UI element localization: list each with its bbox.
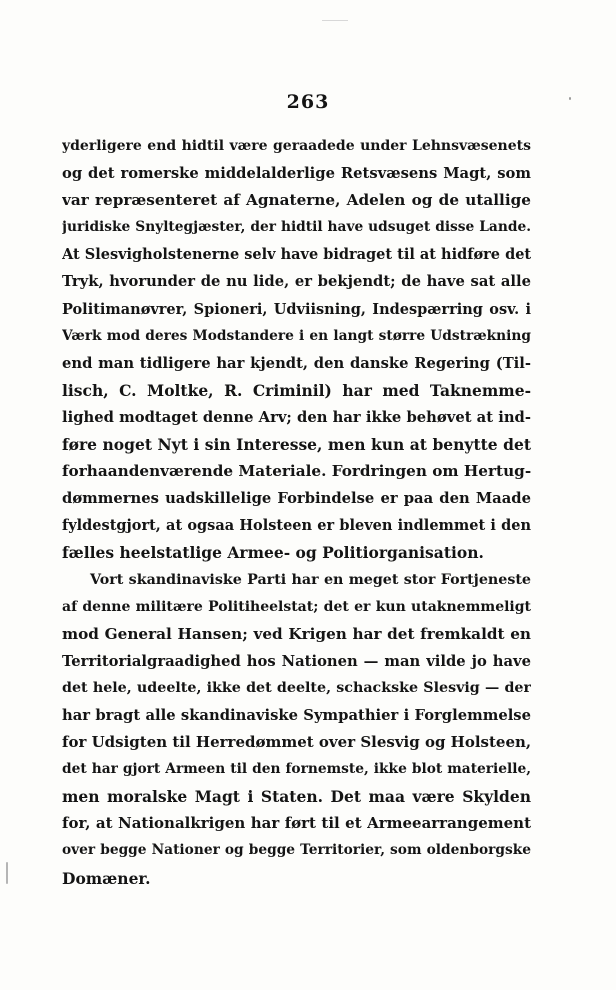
paragraph-start-line: Vort skandinaviske Parti har en meget stor Fortjeneste [90, 571, 531, 588]
text-line: har bragt alle skandinaviske Sympathier i Forglemmelse [62, 706, 531, 724]
text-line: dømmernes uadskillelige Forbindelse er paa den Maade [62, 490, 531, 508]
text-line: Værk mod deres Modstandere i en langt større Udstrækning [62, 327, 531, 344]
paragraph-end-line: Domæner. [62, 868, 151, 888]
text-line: over begge Nationer og begge Territorier, som oldenborgske [62, 842, 531, 859]
body-text [62, 133, 531, 892]
page-number: 263 [286, 91, 330, 113]
text-line: var repræsenteret af Agnaterne, Adelen og de utallige [62, 191, 531, 210]
text-line: for, at Nationalkrigen har ført til et Armeearrangement [62, 814, 531, 833]
text-line: for Udsigten til Herredømmet over Slesvig og Holsteen, [62, 733, 531, 752]
text-line: juridiske Snyltegjæster, der hidtil have udsuget disse Lande. [62, 219, 531, 236]
scan-speck [6, 862, 8, 884]
text-line: mod General Hansen; ved Krigen har det fremkaldt en [62, 624, 531, 643]
scan-speck [569, 97, 571, 100]
text-line: Tryk, hvorunder de nu lide, er bekjendt; de have sat alle [62, 273, 531, 291]
text-line: Politimanøvrer, Spioneri, Udviisning, Indespærring osv. i [62, 300, 531, 318]
text-line: det har gjort Armeen til den fornemste, ikke blot materielle, [62, 761, 531, 778]
text-line: fyldestgjort, at ogsaa Holsteen er bleven indlemmet i den [62, 517, 531, 535]
text-line: At Slesvigholstenerne selv have bidraget til at hidføre det [62, 246, 531, 264]
text-line: det hele, udeelte, ikke det deelte, schackske Slesvig — der [62, 679, 531, 696]
text-line: lisch, C. Moltke, R. Criminil) har med Taknemme- [62, 380, 531, 400]
paragraph-end-line: fælles heelstatlige Armee- og Politiorganisation. [62, 543, 484, 563]
text-line: lighed modtaget denne Arv; den har ikke behøvet at ind- [62, 408, 531, 426]
text-line: men moralske Magt i Staten. Det maa være Skylden [62, 787, 531, 807]
text-line: føre noget Nyt i sin Interesse, men kun at benytte det [62, 435, 531, 455]
text-line: forhaandenværende Materiale. Fordringen om Hertug- [62, 462, 531, 481]
text-line: end man tidligere har kjendt, den danske Regering (Til- [62, 354, 531, 372]
text-line: yderligere end hidtil være geraadede under Lehnsvæsenets [62, 138, 531, 154]
text-line: Territorialgraadighed hos Nationen — man vilde jo have [62, 652, 531, 670]
scan-speck [322, 20, 348, 21]
text-line: af denne militære Politiheelstat; det er kun utaknemmeligt [62, 598, 531, 615]
text-line: og det romerske middelalderlige Retsvæsens Magt, som [62, 165, 531, 183]
